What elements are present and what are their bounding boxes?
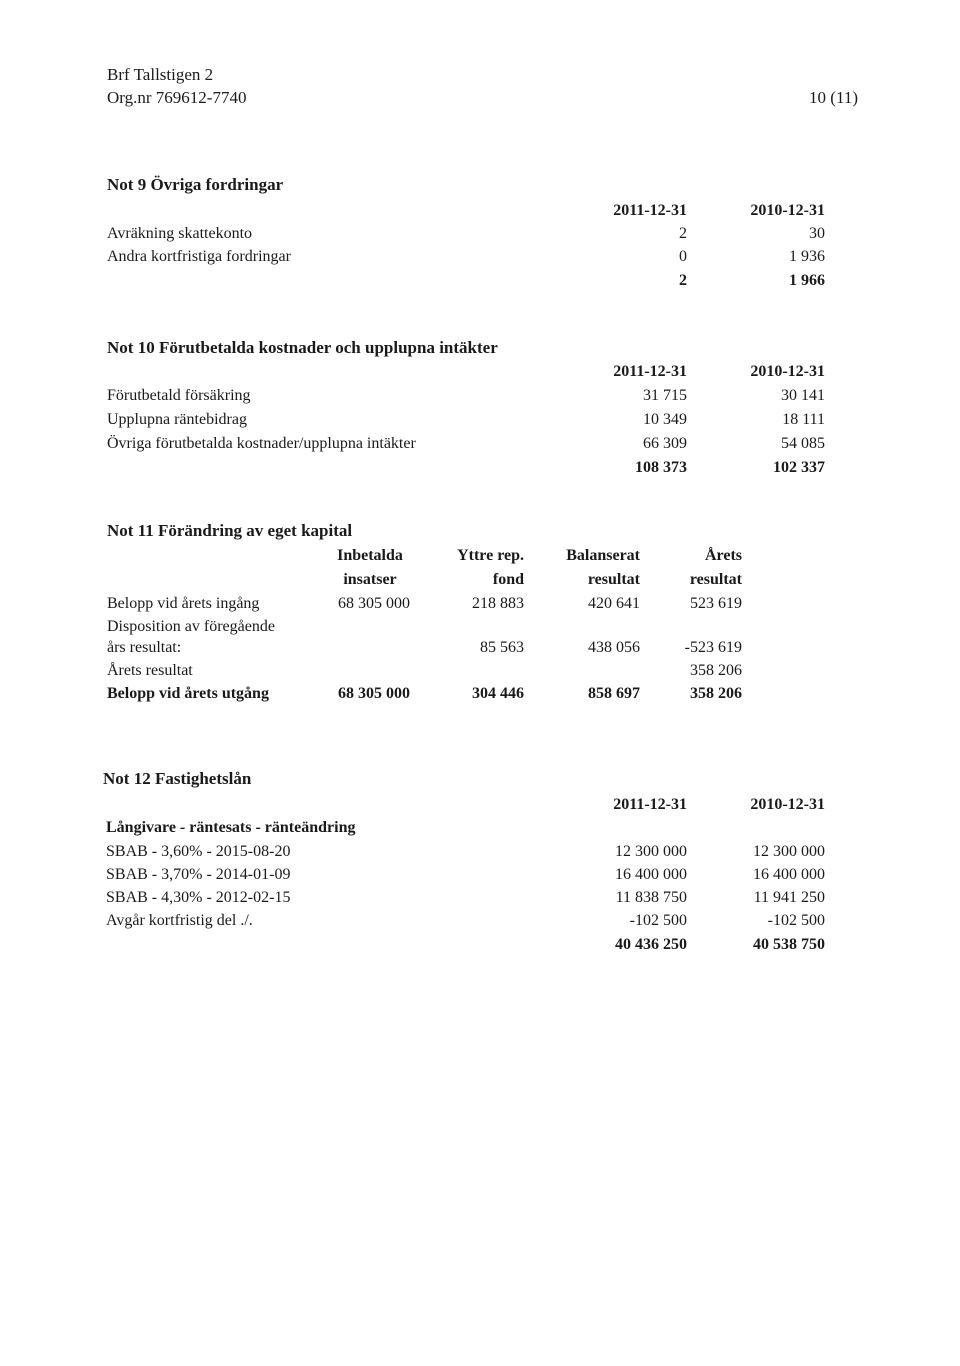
note11-header-insatser-line2: insatser	[343, 571, 397, 588]
note11-header-fond-line2: fond	[492, 571, 524, 588]
note10-row-label: Övriga förutbetalda kostnader/upplupna intäkter	[107, 435, 416, 452]
note9-col-2011: 2011-12-31	[613, 202, 687, 219]
note11-total-balanserat: 858 697	[588, 685, 640, 702]
note12-row-label: SBAB - 4,30% - 2012-02-15	[106, 889, 291, 906]
note11-row-label-line2: års resultat:	[107, 639, 182, 656]
note10-row-value-2011: 66 309	[643, 435, 687, 452]
note9-title: Not 9 Övriga fordringar	[107, 175, 284, 194]
note12-row-value-2011: 11 838 750	[615, 889, 687, 906]
note11-header-insatser: Inbetalda	[337, 547, 403, 564]
note9-row-value-2010: 1 936	[789, 248, 825, 265]
note11-cell-balanserat: 420 641	[588, 595, 640, 612]
note12-subheading: Långivare - räntesats - ränteändring	[106, 819, 356, 836]
note11-total-arets: 358 206	[690, 685, 742, 702]
note11-total-label: Belopp vid årets utgång	[107, 685, 269, 702]
note11-cell-insatser: 68 305 000	[338, 595, 410, 612]
note12-row-value-2010: 16 400 000	[753, 866, 825, 883]
note9-row-label: Andra kortfristiga fordringar	[107, 248, 291, 265]
note11-total-insatser: 68 305 000	[338, 685, 410, 702]
note10-row-value-2011: 31 715	[643, 387, 687, 404]
note10-total-2011: 108 373	[635, 459, 687, 476]
page-number: 10 (11)	[809, 88, 858, 107]
note11-total-fond: 304 446	[472, 685, 524, 702]
note11-row-label: Disposition av föregående	[107, 618, 275, 635]
company-name: Brf Tallstigen 2	[107, 65, 214, 84]
note10-col-2011: 2011-12-31	[613, 363, 687, 380]
note11-header-balanserat: Balanserat	[566, 547, 640, 564]
note12-title: Not 12 Fastighetslån	[103, 769, 252, 788]
note11-cell-arets: -523 619	[684, 639, 742, 656]
note9-total-2010: 1 966	[789, 272, 825, 289]
note11-cell-arets: 358 206	[690, 662, 742, 679]
note11-cell-arets: 523 619	[690, 595, 742, 612]
note10-row-value-2010: 18 111	[782, 411, 825, 428]
note10-total-2010: 102 337	[773, 459, 825, 476]
note11-cell-fond: 218 883	[472, 595, 524, 612]
note12-total-2011: 40 436 250	[615, 936, 687, 953]
note10-col-2010: 2010-12-31	[750, 363, 825, 380]
note9-total-2011: 2	[679, 272, 687, 289]
note12-col-2011: 2011-12-31	[613, 796, 687, 813]
note11-title: Not 11 Förändring av eget kapital	[107, 521, 353, 540]
note12-row-value-2011: 16 400 000	[615, 866, 687, 883]
note9-col-2010: 2010-12-31	[750, 202, 825, 219]
org-number: Org.nr 769612-7740	[107, 88, 247, 107]
note10-row-value-2011: 10 349	[643, 411, 687, 428]
note12-total-2010: 40 538 750	[753, 936, 825, 953]
note12-col-2010: 2010-12-31	[750, 796, 825, 813]
note11-header-arets: Årets	[704, 547, 742, 564]
note10-title: Not 10 Förutbetalda kostnader och upplupna intäkter	[107, 338, 498, 357]
note12-row-value-2011: -102 500	[629, 912, 687, 929]
note12-row-label: Avgår kortfristig del ./.	[106, 912, 253, 929]
note11-header-balanserat-line2: resultat	[587, 571, 640, 588]
note11-row-label: Årets resultat	[107, 662, 193, 679]
note12-row-label: SBAB - 3,70% - 2014-01-09	[106, 866, 291, 883]
note10-row-value-2010: 30 141	[781, 387, 825, 404]
note11-row-label: Belopp vid årets ingång	[107, 595, 260, 612]
note11-header-arets-line2: resultat	[689, 571, 742, 588]
note10-row-value-2010: 54 085	[781, 435, 825, 452]
note12-row-value-2010: 12 300 000	[753, 843, 825, 860]
note12-row-value-2010: -102 500	[767, 912, 825, 929]
note12-row-value-2010: 11 941 250	[753, 889, 825, 906]
note9-row-value-2011: 0	[679, 248, 687, 265]
note12-row-value-2011: 12 300 000	[615, 843, 687, 860]
note12-row-label: SBAB - 3,60% - 2015-08-20	[106, 843, 291, 860]
note10-row-label: Upplupna räntebidrag	[107, 411, 247, 428]
note9-row-label: Avräkning skattekonto	[107, 225, 253, 242]
note11-header-fond: Yttre rep.	[457, 547, 524, 564]
note11-cell-balanserat: 438 056	[588, 639, 640, 656]
note9-row-value-2011: 2	[679, 225, 687, 242]
note9-row-value-2010: 30	[809, 225, 825, 242]
note10-row-label: Förutbetald försäkring	[107, 387, 251, 404]
note11-cell-fond: 85 563	[480, 639, 524, 656]
